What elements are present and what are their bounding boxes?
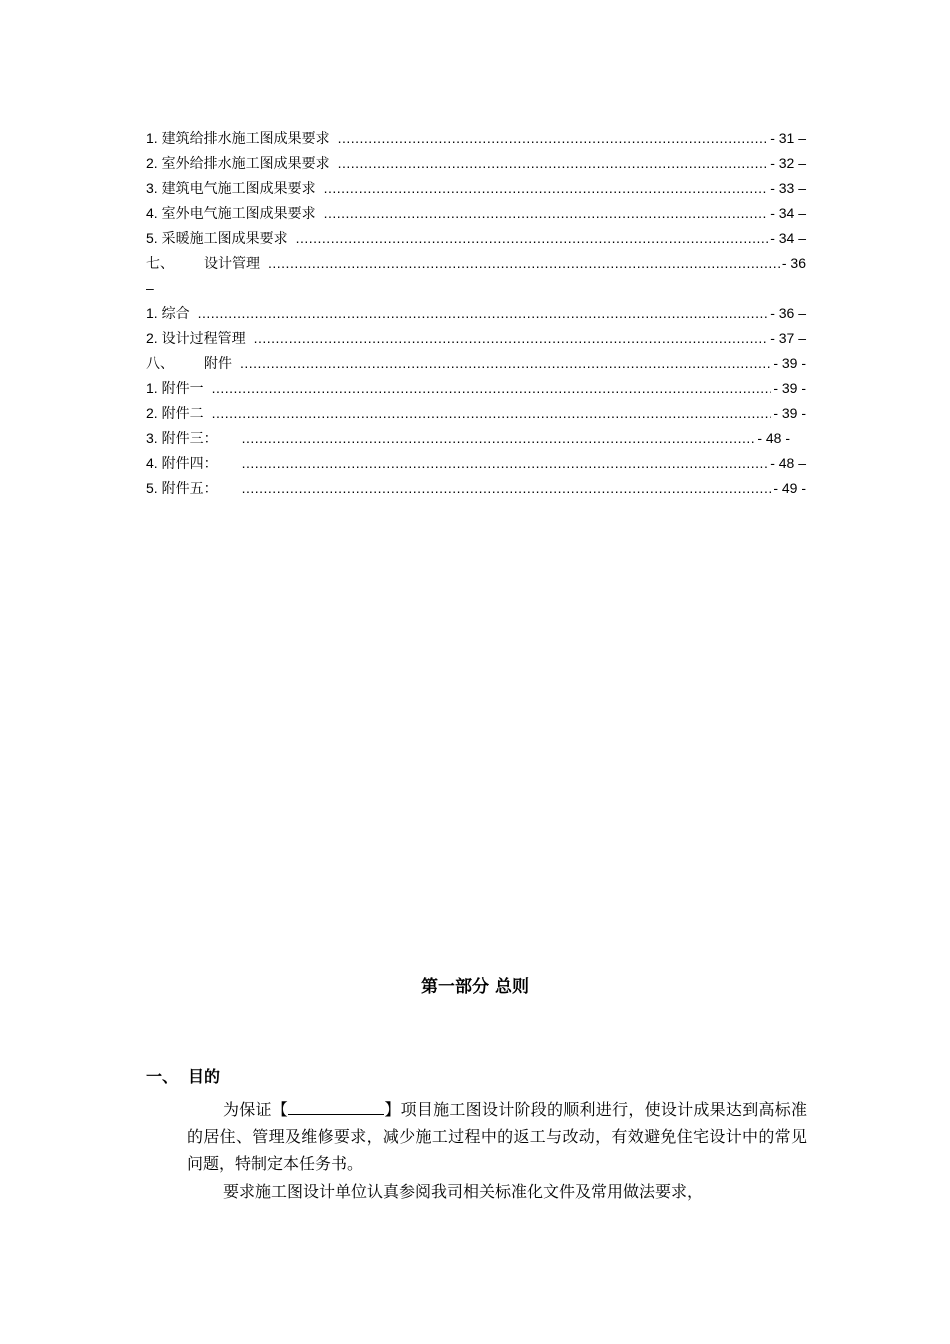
toc-chapter-title: 附件 [204, 355, 232, 371]
toc-entry-page: - 31 – [770, 130, 806, 146]
toc-leader-dots [254, 326, 769, 351]
toc-entry-label: 3. 附件三： [146, 430, 218, 446]
toc-entry-page: - 36 [781, 255, 806, 271]
toc-entry-page: - 48 - [757, 430, 790, 446]
toc-entry-page-wrap: – [146, 280, 154, 296]
toc-leader-dots [242, 476, 772, 501]
toc-entry[interactable] [146, 426, 806, 451]
toc-leader-dots [268, 251, 780, 276]
toc-entry-label [146, 351, 240, 376]
toc-entry-label: 1. 建筑给排水施工图成果要求 [146, 130, 330, 146]
toc-entry-label: 2. 设计过程管理 [146, 330, 246, 346]
toc-leader-dots [212, 401, 772, 426]
toc-leader-dots [338, 151, 769, 176]
toc-entry[interactable] [146, 151, 806, 176]
toc-entry-label: 1. 综合 [146, 305, 190, 321]
toc-leader-dots [324, 201, 769, 226]
toc-leader-dots [212, 376, 772, 401]
part-title: 第一部分 总则 [421, 977, 529, 997]
toc-entry-page: - 39 - [773, 405, 806, 421]
toc-entry-page: - 39 - [773, 380, 806, 396]
toc-entry-label: 2. 附件二 [146, 405, 204, 421]
toc-entry-label: 3. 建筑电气施工图成果要求 [146, 180, 316, 196]
toc-chapter-number: 八、 [146, 355, 174, 371]
paragraph-text-before-blank: 为保证【 [223, 1100, 289, 1119]
toc-leader-dots [242, 451, 769, 476]
section-heading [146, 1064, 220, 1087]
toc-entry-page: - 48 – [770, 455, 806, 471]
toc-entry[interactable] [146, 301, 806, 326]
toc-leader-dots [240, 351, 771, 376]
toc-entry-page: - 37 – [770, 330, 806, 346]
toc-entry-page: - 32 – [770, 155, 806, 171]
toc-entry-page: - 34 – [770, 205, 806, 221]
toc-chapter-title: 设计管理 [204, 255, 260, 271]
toc-entry[interactable] [146, 226, 806, 251]
toc-entry[interactable] [146, 451, 806, 476]
toc-entry-page: - 49 - [773, 480, 806, 496]
toc-entry-page: - 33 – [770, 180, 806, 196]
toc-entry-label: 5. 采暖施工图成果要求 [146, 230, 288, 246]
purpose-paragraph [187, 1096, 807, 1177]
toc-leader-dots [338, 126, 769, 151]
toc-entry[interactable] [146, 176, 806, 201]
toc-entry[interactable] [146, 326, 806, 351]
paragraph-text-after-blank: 】项目施工图设计阶段的顺利进行，使设计成果达到高标准的居住、管理及维修要求，减少施工过程中的返工与改动，有效避免住宅设计中的常见问题，特制定本任务书。 [187, 1100, 807, 1173]
toc-entry-label: 5. 附件五： [146, 480, 218, 496]
toc-entry-chapter-7[interactable] [146, 251, 806, 276]
table-of-contents [146, 126, 806, 501]
toc-entry-page: - 39 - [773, 355, 806, 371]
toc-entry-label: 4. 室外电气施工图成果要求 [146, 205, 316, 221]
section-number: 一、 [146, 1067, 179, 1086]
toc-entry-page: - 34 – [770, 230, 806, 246]
toc-entry-label: 2. 室外给排水施工图成果要求 [146, 155, 330, 171]
toc-leader-dots [324, 176, 769, 201]
toc-entry[interactable] [146, 476, 806, 501]
toc-entry-page: - 36 – [770, 305, 806, 321]
toc-leader-dots [242, 426, 756, 451]
toc-entry-label: 4. 附件四： [146, 455, 218, 471]
project-name-blank [288, 1096, 384, 1115]
toc-entry[interactable] [146, 401, 806, 426]
toc-entry[interactable] [146, 126, 806, 151]
toc-entry[interactable] [146, 201, 806, 226]
section-title: 目的 [188, 1067, 221, 1086]
toc-entry-label [146, 251, 268, 276]
requirement-paragraph: 要求施工图设计单位认真参阅我司相关标准化文件及常用做法要求， [223, 1182, 704, 1201]
toc-chapter-number: 七、 [146, 255, 174, 271]
toc-entry-chapter-8[interactable] [146, 351, 806, 376]
toc-entry[interactable] [146, 376, 806, 401]
toc-entry-label: 1. 附件一 [146, 380, 204, 396]
toc-leader-dots [296, 226, 769, 251]
toc-leader-dots [198, 301, 769, 326]
